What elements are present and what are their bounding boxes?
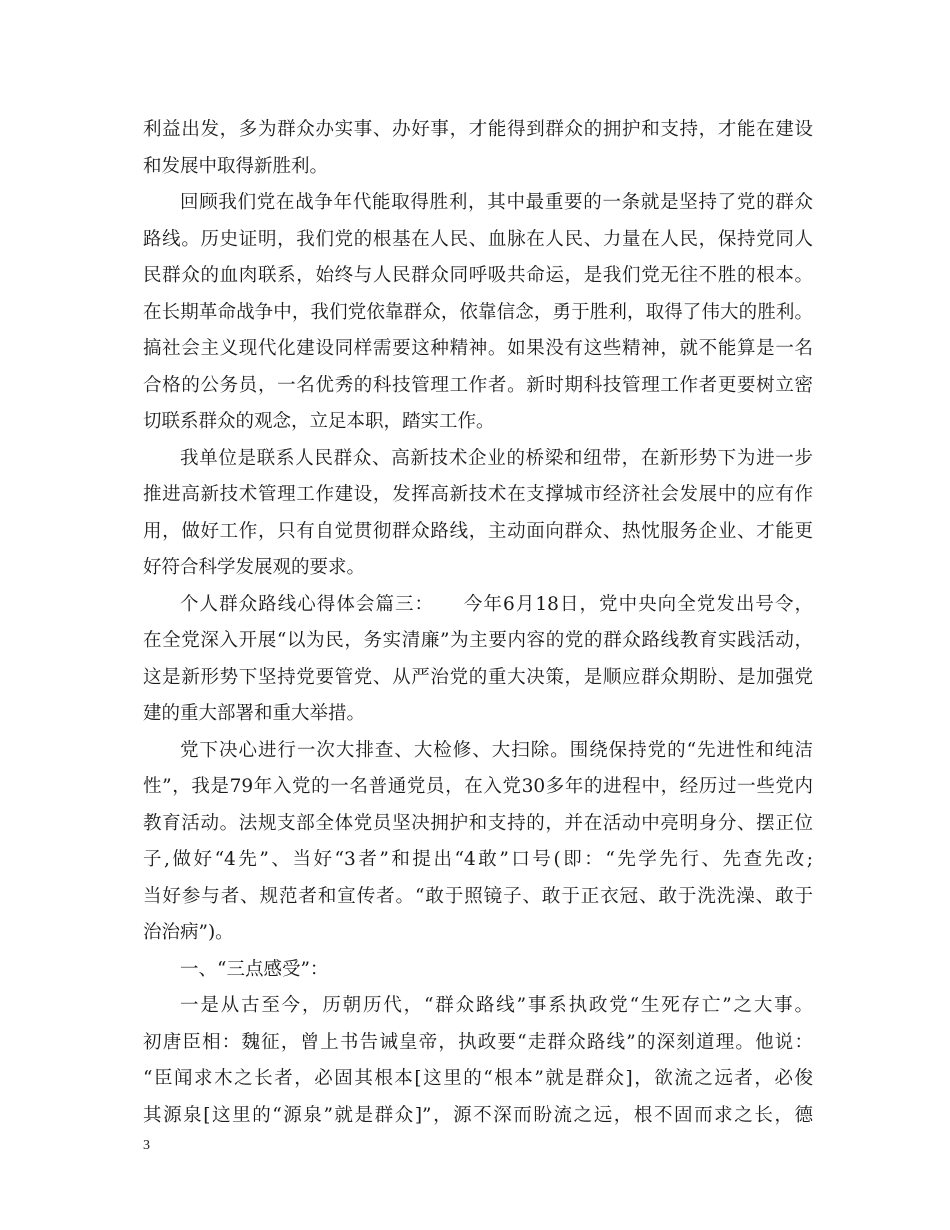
- text-line: 推进高新技术管理工作建设，发挥高新技术在支撑城市经济社会发展中的应有作: [143, 484, 813, 505]
- text-line: 初唐臣相：魏征，曾上书告诫皇帝，执政要“走群众路线”的深刻道理。他说：: [143, 1031, 813, 1053]
- text-line: 党下决心进行一次大排查、大检修、大扫除。围绕保持党的“先进性和纯洁: [180, 739, 813, 761]
- text-line: “臣闻求木之长者，必固其根本[这里的“根本”就是群众]，欲流之远者，必俊: [143, 1068, 813, 1089]
- text-line: 切联系群众的观念，立足本职，踏实工作。: [143, 411, 495, 432]
- text-line: 路线。历史证明，我们党的根基在人民、血脉在人民、力量在人民，保持党同人: [143, 228, 813, 250]
- text-line: 治治病”)。: [143, 922, 234, 943]
- page-number: 3: [143, 1138, 150, 1153]
- text-line: 教育活动。法规支部全体党员坚决拥护和支持的，并在活动中亮明身分、摆正位: [143, 812, 813, 834]
- text-line: 回顾我们党在战争年代能取得胜利，其中最重要的一条就是坚持了党的群众: [180, 192, 813, 213]
- text-line: 其源泉[这里的“源泉”就是群众]”，源不深而盼流之远，根不固而求之长，德: [143, 1104, 813, 1126]
- text-line: 用，做好工作，只有自觉贯彻群众路线，主动面向群众、热忱服务企业、才能更: [143, 520, 813, 542]
- text-line: 利益出发，多为群众办实事、办好事，才能得到群众的拥护和支持，才能在建设: [143, 119, 813, 140]
- text-line: 一是从古至今，历朝历代，“群众路线”事系执政党“生死存亡”之大事。: [180, 995, 813, 1016]
- text-line: 个人群众路线心得体会篇三： 今年6月18日，党中央向全党发出号令，: [180, 593, 813, 615]
- text-line: 合格的公务员，一名优秀的科技管理工作者。新时期科技管理工作者更要树立密: [143, 374, 813, 396]
- text-line: 性”，我是79年入党的一名普通党员，在入党30多年的进程中，经历过一些党内: [143, 776, 813, 797]
- text-line: 子,做好“4先”、当好“3者”和提出“4敢”口号(即：“先学先行、先查先改;: [143, 849, 813, 870]
- text-line: 这是新形势下坚持党要管党、从严治党的重大决策，是顺应群众期盼、是加强党: [143, 666, 813, 688]
- text-line: 当好参与者、规范者和宣传者。“敢于照镜子、敢于正衣冠、敢于洗洗澡、敢于: [143, 885, 813, 907]
- text-line: 我单位是联系人民群众、高新技术企业的桥梁和纽带，在新形势下为进一步: [180, 447, 813, 469]
- text-line: 和发展中取得新胜利。: [143, 155, 329, 177]
- document-body: [143, 112, 813, 1134]
- text-line: 在全党深入开展“以为民，务实清廉”为主要内容的党的群众路线教育实践活动，: [143, 630, 813, 651]
- text-line: 建的重大部署和重大举措。: [143, 703, 366, 724]
- text-line: 在长期革命战争中，我们党依靠群众，依靠信念，勇于胜利，取得了伟大的胜利。: [143, 301, 813, 323]
- text-line: 搞社会主义现代化建设同样需要这种精神。如果没有这些精神，就不能算是一名: [143, 338, 813, 359]
- text-line: 好符合科学发展观的要求。: [143, 557, 366, 578]
- text-line: 民群众的血肉联系，始终与人民群众同呼吸共命运，是我们党无往不胜的根本。: [143, 265, 813, 286]
- text-line: 一、“三点感受”：: [180, 958, 329, 980]
